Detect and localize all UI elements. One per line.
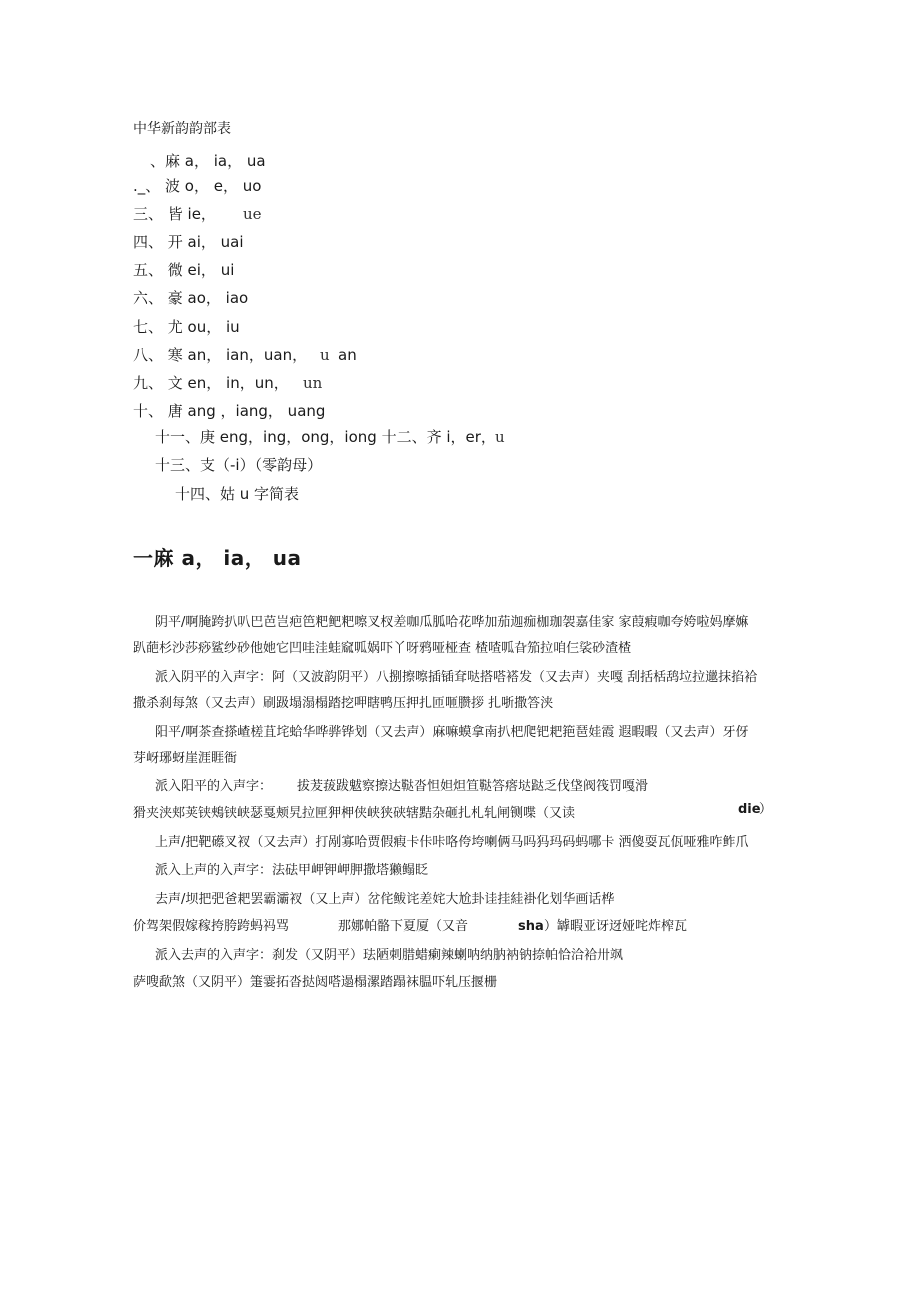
toc-line-9: 九、 文 en， in，un， [133,374,289,392]
paragraph-yangping-rusheng-2: 猾夹浃郏荚铗鵊铗峡瑟戛颊旯拉匣狎柙侠峡狭硖辖黠杂砸扎札轧闸铡喋（又读 [133,806,576,821]
toc-line-3-final: ue [243,205,262,223]
paragraph-qusheng-rusheng-2: 萨嗖歃煞（又阴平）箑霎拓沓挞闼嗒遢榻漯踏蹋袜腽吓轧压揠栅 [133,975,498,990]
section-heading: 一麻 a， ia， ua [133,546,302,570]
toc-line-11-u: u [495,428,505,446]
toc-line-11: 十一、庚 eng，ing，ong，iong 十二、齐 i，er， [155,428,496,446]
paren-close: ） [759,802,773,817]
pinyin-sha: sha [518,919,544,934]
toc-line-8: 八、 寒 an， ian，uan， [133,346,308,364]
paragraph-yinping-1: 阴平/啊腌跨扒叭巴芭岂疤笆粑鲃粑嚓叉杈差咖瓜胍哈花哗加茄迦痂枷珈袈嘉佳家 家葭瘕咖夸姱啦妈摩嫲 [155,615,749,630]
paragraph-yangping-2: 芽岈琊蚜崖涯睚衙 [133,751,238,766]
paragraph-yangping-rusheng-1: 拔茇菝跋魃察擦达鞑沓怛妲炟笪鞑答瘩垯跶乏伐垡阀筏罚嘎滑 [297,779,649,794]
paragraph-shangsheng: 上声/把靶礤叉衩（又去声）打剐寡哈贾假瘕卡佧咔咯侉垮喇俩马吗犸玛码蚂哪卡 洒傻耍瓦佤哑雅咋鲊爪 [155,835,749,850]
paragraph-yangping-1: 阳平/啊茶查搽嵖槎苴垞蛤华哗骅铧划（又去声）麻嘛蟆拿南扒杷爬钯耙筢琶娃霞 遐暇暇（又去声）牙伢 [155,725,749,740]
paragraph-qusheng-rusheng-1: 派入去声的入声字：刹发（又阴平）珐陋刺腊蜡瘌辣蝲呐纳肭衲钠捺帕恰洽袷卅飒 [155,948,624,963]
pinyin-die: die [738,802,761,817]
paragraph-qusheng-2c: 罅暇亚讶迓娅咤炸榨瓦 [557,919,688,934]
toc-line-4: 四、 开 ai， uai [133,233,244,251]
toc-line-7: 七、 尤 ou， iu [133,318,240,336]
toc-line-6: 六、 豪 ao， iao [133,289,249,307]
paragraph-yinping-2: 趴葩杉沙莎痧鲨纱砂他她它凹哇洼蛙窳呱娲吓丫呀鸦哑桠查 楂喳呱旮笳拉咱仨裟砂渣楂 [133,641,632,656]
toc-line-9-un: un [303,374,323,392]
toc-line-10: 十、 唐 ang ，iang， uang [133,402,326,420]
paragraph-qusheng-1: 去声/坝把弝爸耙罢霸灞衩（又上声）岔侘鲅诧差姹大尬卦诖挂絓褂化划华画话桦 [155,892,615,907]
toc-line-14: 十四、姑 u 字简表 [175,485,300,503]
toc-line-2: ._、 波 o， e， uo [133,177,262,195]
paragraph-qusheng-2: 价驾架假嫁稼挎胯跨蚂祃骂 [133,919,290,934]
paragraph-yinping-rusheng-2: 撒杀刹每煞（又去声）刷趿塌溻榻踏挖呷瞎鸭压押扎匝咂臜拶 扎哳撒答浃 [133,696,554,711]
paragraph-yangping-rusheng-label: 派入阳平的入声字： [155,779,273,794]
toc-line-3: 三、 皆 ie， [133,205,216,223]
paren-close-2: ） [544,919,558,934]
paragraph-shangsheng-rusheng: 派入上声的入声字：法砝甲岬钾岬胛撒塔獭鳎眨 [155,863,429,878]
document-title: 中华新韵韵部表 [133,121,231,137]
toc-line-8-u: u [320,346,330,364]
paragraph-qusheng-2b: 那娜帕骼下夏厦（又音 [338,919,469,934]
toc-line-5: 五、 微 ei， ui [133,261,235,279]
paragraph-yinping-rusheng-1: 派入阴平的入声字：阿（又波韵阴平）八捌擦嚓插锸耷哒搭嗒褡发（又去声）夹嘎 刮括栝鸹垃拉邋抹掐袷 [155,670,758,685]
toc-line-8-an: an [338,346,357,364]
toc-line-13: 十三、支（-i）（零韵母） [155,456,323,474]
toc-line-1: 、麻 a， ia， ua [150,152,266,170]
